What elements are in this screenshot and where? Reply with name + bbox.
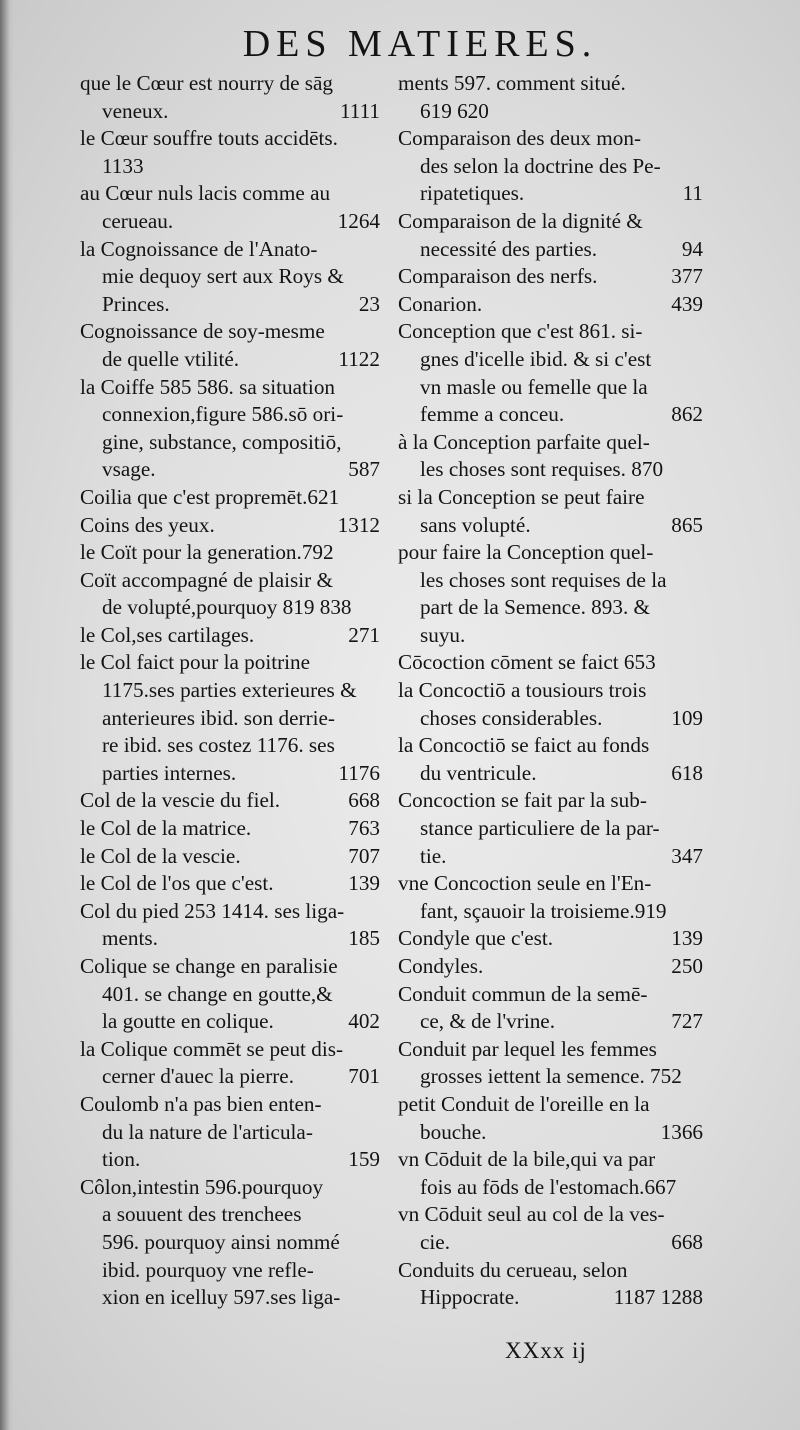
entry-line bbox=[80, 318, 380, 346]
entry-line bbox=[80, 870, 380, 898]
entry-line bbox=[398, 318, 703, 346]
entry-line bbox=[80, 925, 380, 953]
entry-line bbox=[398, 153, 703, 181]
entry-line bbox=[398, 898, 703, 926]
index-entry bbox=[80, 787, 380, 815]
entry-line bbox=[398, 429, 703, 457]
entry-line bbox=[398, 374, 703, 402]
entry-line bbox=[80, 567, 380, 595]
entry-line bbox=[80, 512, 380, 540]
entry-line bbox=[80, 981, 380, 1009]
page-reference: 1312 bbox=[337, 512, 380, 537]
entry-text: ripatetiques. bbox=[420, 181, 525, 206]
entry-line bbox=[398, 622, 703, 650]
entry-text: Hippocrate. bbox=[420, 1285, 520, 1310]
entry-line bbox=[80, 1174, 380, 1202]
entry-text: 1175.ses parties exterieures & bbox=[102, 678, 357, 703]
entry-text: cerueau. bbox=[102, 208, 174, 233]
entry-line bbox=[80, 1036, 380, 1064]
index-entry bbox=[398, 263, 703, 291]
page-reference: 1187 1288 bbox=[613, 1285, 703, 1310]
entry-line bbox=[398, 1063, 703, 1091]
index-entry bbox=[80, 843, 380, 871]
index-entry bbox=[398, 953, 703, 981]
entry-line bbox=[80, 1119, 380, 1147]
entry-line bbox=[80, 291, 380, 319]
entry-line bbox=[80, 539, 380, 567]
entry-line bbox=[80, 1091, 380, 1119]
page-reference: 727 bbox=[671, 1009, 703, 1034]
entry-text: vn Cōduit seul au col de la ves- bbox=[398, 1202, 665, 1227]
index-entry bbox=[80, 1091, 380, 1174]
index-entry bbox=[80, 567, 380, 622]
index-entry bbox=[398, 1146, 703, 1201]
index-entry bbox=[398, 1036, 703, 1091]
index-entry bbox=[80, 484, 380, 512]
entry-text: a souuent des trenchees bbox=[102, 1202, 302, 1227]
entry-line bbox=[398, 567, 703, 595]
entry-line bbox=[80, 484, 380, 512]
index-entry bbox=[398, 1257, 703, 1312]
entry-text: au Cœur nuls lacis comme au bbox=[80, 181, 331, 206]
signature-mark: XXxx ij bbox=[505, 1338, 587, 1363]
entry-text: Cognoissance de soy-mesme bbox=[80, 319, 325, 344]
entry-line bbox=[398, 1229, 703, 1257]
entry-text: le Col de la matrice. bbox=[80, 816, 252, 841]
entry-text: Col de la vescie du fiel. bbox=[80, 788, 281, 813]
entry-line bbox=[398, 291, 703, 319]
entry-text: fois au fōds de l'estomach.667 bbox=[420, 1174, 677, 1199]
index-entry bbox=[398, 732, 703, 787]
entry-line bbox=[80, 677, 380, 705]
entry-line bbox=[80, 1284, 380, 1312]
page-reference: 94 bbox=[681, 236, 703, 261]
entry-text: Conarion. bbox=[398, 291, 483, 316]
entry-line bbox=[398, 677, 703, 705]
page-reference: 587 bbox=[348, 457, 380, 482]
page-reference: 1111 bbox=[339, 98, 380, 123]
page-reference: 1264 bbox=[337, 208, 380, 233]
index-entry bbox=[80, 1174, 380, 1312]
entry-text: à la Conception parfaite quel- bbox=[398, 429, 650, 454]
entry-line bbox=[398, 1284, 703, 1312]
entry-line bbox=[80, 1257, 380, 1285]
entry-text: connexion,figure 586.sō ori- bbox=[102, 402, 344, 427]
index-entry bbox=[398, 981, 703, 1036]
entry-line bbox=[80, 236, 380, 264]
entry-line bbox=[398, 594, 703, 622]
entry-text: vsage. bbox=[102, 457, 156, 482]
entry-line bbox=[398, 705, 703, 733]
entry-text: la Coiffe 585 586. sa situation bbox=[80, 374, 336, 399]
entry-line bbox=[398, 70, 703, 98]
entry-line bbox=[80, 98, 380, 126]
entry-line bbox=[398, 98, 703, 126]
entry-line bbox=[80, 208, 380, 236]
entry-line bbox=[80, 815, 380, 843]
entry-text: cie. bbox=[420, 1229, 450, 1254]
entry-line bbox=[398, 263, 703, 291]
entry-line bbox=[398, 1008, 703, 1036]
entry-line bbox=[80, 1229, 380, 1257]
index-entry bbox=[398, 539, 703, 649]
page-reference: 701 bbox=[348, 1064, 380, 1089]
entry-line bbox=[398, 1201, 703, 1229]
entry-line bbox=[398, 760, 703, 788]
entry-text: Conduit par lequel les femmes bbox=[398, 1036, 657, 1061]
entry-text: vne Concoction seule en l'En- bbox=[398, 871, 652, 896]
entry-text: ments 597. comment situé. bbox=[398, 71, 626, 95]
page-reference: 185 bbox=[348, 926, 380, 951]
entry-text: petit Conduit de l'oreille en la bbox=[398, 1091, 650, 1116]
page-reference: 763 bbox=[348, 816, 380, 841]
entry-line bbox=[398, 1119, 703, 1147]
entry-text: fant, sçauoir la troisieme.919 bbox=[420, 898, 667, 923]
page-reference: 23 bbox=[358, 291, 380, 316]
index-entry bbox=[398, 484, 703, 539]
entry-text: choses considerables. bbox=[420, 705, 603, 730]
entry-text: le Coït pour la generation.792 bbox=[80, 540, 334, 565]
page-reference: 139 bbox=[348, 871, 380, 896]
entry-text: les choses sont requises. 870 bbox=[420, 457, 664, 482]
entry-text: Coulomb n'a pas bien enten- bbox=[80, 1091, 322, 1116]
entry-text: Comparaison de la dignité & bbox=[398, 208, 643, 233]
page-reference: 11 bbox=[682, 181, 703, 206]
entry-line bbox=[80, 374, 380, 402]
entry-text: Coilia que c'est propremēt.621 bbox=[80, 484, 340, 509]
entry-line bbox=[398, 843, 703, 871]
entry-text: les choses sont requises de la bbox=[420, 567, 667, 592]
entry-line bbox=[80, 125, 380, 153]
page-reference: 618 bbox=[671, 760, 703, 785]
entry-text: que le Cœur est nourry de sāg bbox=[80, 71, 334, 95]
page-gutter-shadow bbox=[0, 0, 14, 1430]
entry-line bbox=[80, 456, 380, 484]
entry-line bbox=[398, 787, 703, 815]
entry-text: ibid. pourquoy vne refle- bbox=[102, 1257, 314, 1282]
entry-line bbox=[80, 1201, 380, 1229]
entry-line bbox=[398, 1036, 703, 1064]
entry-text: mie dequoy sert aux Roys & bbox=[102, 264, 344, 289]
index-column-left bbox=[80, 70, 380, 1312]
page-reference: 271 bbox=[348, 622, 380, 647]
entry-line bbox=[398, 1146, 703, 1174]
index-entry bbox=[398, 1201, 703, 1256]
entry-line bbox=[80, 953, 380, 981]
entry-text: Côlon,intestin 596.pourquoy bbox=[80, 1174, 324, 1199]
entry-text: tie. bbox=[420, 843, 447, 868]
entry-text: Cōcoction cōment se faict 653 bbox=[398, 650, 656, 675]
entry-text: de volupté,pourquoy 819 838 bbox=[102, 595, 352, 620]
entry-text: vn masle ou femelle que la bbox=[420, 374, 648, 399]
entry-text: 401. se change en goutte,& bbox=[102, 981, 333, 1006]
entry-text: si la Conception se peut faire bbox=[398, 484, 645, 509]
entry-line bbox=[398, 870, 703, 898]
entry-line bbox=[398, 953, 703, 981]
index-entry bbox=[398, 318, 703, 428]
entry-line bbox=[80, 1008, 380, 1036]
entry-line bbox=[398, 125, 703, 153]
entry-line bbox=[398, 649, 703, 677]
entry-text: Princes. bbox=[102, 291, 170, 316]
index-entry bbox=[398, 649, 703, 677]
entry-text: pour faire la Conception quel- bbox=[398, 540, 654, 565]
entry-text: veneux. bbox=[102, 98, 169, 123]
entry-text: suyu. bbox=[420, 622, 466, 647]
page-reference: 250 bbox=[671, 954, 703, 978]
index-entry bbox=[80, 622, 380, 650]
index-entry bbox=[80, 649, 380, 787]
entry-line bbox=[398, 1091, 703, 1119]
entry-line bbox=[80, 622, 380, 650]
entry-text: Comparaison des nerfs. bbox=[398, 264, 598, 289]
entry-line bbox=[80, 594, 380, 622]
page-reference: 862 bbox=[671, 402, 703, 427]
entry-text: tion. bbox=[102, 1147, 141, 1172]
entry-line bbox=[80, 787, 380, 815]
entry-text: Condyles. bbox=[398, 954, 484, 978]
entry-text: Coins des yeux. bbox=[80, 512, 215, 537]
entry-text: bouche. bbox=[420, 1119, 487, 1144]
entry-text: le Col,ses cartilages. bbox=[80, 622, 255, 647]
index-entry bbox=[398, 677, 703, 732]
entry-line bbox=[80, 263, 380, 291]
entry-text: xion en icelluy 597.ses liga- bbox=[102, 1285, 341, 1310]
entry-line bbox=[80, 649, 380, 677]
index-entry bbox=[80, 539, 380, 567]
entry-line bbox=[80, 1146, 380, 1174]
entry-text: sans volupté. bbox=[420, 512, 531, 537]
entry-text: 619 620 bbox=[420, 98, 489, 123]
entry-text: Col du pied 253 1414. ses liga- bbox=[80, 898, 345, 923]
index-entry bbox=[80, 512, 380, 540]
entry-line bbox=[398, 732, 703, 760]
entry-text: part de la Semence. 893. & bbox=[420, 595, 651, 620]
entry-text: grosses iettent la semence. 752 bbox=[420, 1064, 682, 1089]
page-reference: 1366 bbox=[660, 1119, 703, 1144]
entry-line bbox=[398, 981, 703, 1009]
entry-text: des selon la doctrine des Pe- bbox=[420, 153, 661, 178]
entry-text: stance particuliere de la par- bbox=[420, 816, 660, 841]
index-entry bbox=[398, 870, 703, 925]
entry-text: Colique se change en paralisie bbox=[80, 954, 338, 978]
page-reference: 139 bbox=[671, 926, 703, 951]
page-reference: 109 bbox=[671, 705, 703, 730]
entry-text: Conception que c'est 861. si- bbox=[398, 319, 643, 344]
page-reference: 668 bbox=[671, 1229, 703, 1254]
entry-line bbox=[80, 732, 380, 760]
index-entry bbox=[398, 925, 703, 953]
entry-text: anterieures ibid. son derrie- bbox=[102, 705, 335, 730]
entry-text: Conduits du cerueau, selon bbox=[398, 1257, 628, 1282]
entry-line bbox=[398, 180, 703, 208]
entry-line bbox=[80, 401, 380, 429]
entry-text: cerner d'auec la pierre. bbox=[102, 1064, 295, 1089]
page-reference: 668 bbox=[348, 788, 380, 813]
entry-line bbox=[398, 456, 703, 484]
entry-line bbox=[80, 180, 380, 208]
entry-text: la Colique commēt se peut dis- bbox=[80, 1036, 344, 1061]
index-entry bbox=[398, 125, 703, 208]
entry-text: la Cognoissance de l'Anato- bbox=[80, 236, 318, 261]
running-header: DES MATIERES. bbox=[242, 23, 598, 65]
entry-text: du ventricule. bbox=[420, 760, 537, 785]
index-entry bbox=[398, 1091, 703, 1146]
entry-text: de quelle vtilité. bbox=[102, 346, 240, 371]
entry-line bbox=[80, 70, 380, 98]
entry-text: ce, & de l'vrine. bbox=[420, 1009, 556, 1034]
entry-line bbox=[398, 512, 703, 540]
entry-text: gnes d'icelle ibid. & si c'est bbox=[420, 346, 652, 371]
entry-line bbox=[398, 1257, 703, 1285]
entry-text: la Concoctiō se faict au fonds bbox=[398, 733, 650, 758]
entry-line bbox=[80, 429, 380, 457]
entry-text: Conduit commun de la semē- bbox=[398, 981, 648, 1006]
entry-line bbox=[398, 401, 703, 429]
entry-text: femme a conceu. bbox=[420, 402, 565, 427]
entry-text: le Col de la vescie. bbox=[80, 843, 241, 868]
index-entry bbox=[398, 291, 703, 319]
entry-line bbox=[398, 484, 703, 512]
page-reference: 347 bbox=[671, 843, 703, 868]
entry-line bbox=[398, 208, 703, 236]
entry-text: gine, substance, compositiō, bbox=[102, 429, 342, 454]
index-entry bbox=[80, 953, 380, 1036]
entry-text: le Col de l'os que c'est. bbox=[80, 871, 274, 896]
entry-line bbox=[398, 539, 703, 567]
entry-text: Comparaison des deux mon- bbox=[398, 126, 642, 151]
page-reference: 402 bbox=[348, 1009, 380, 1034]
entry-text: du la nature de l'articula- bbox=[102, 1119, 313, 1144]
index-entry bbox=[80, 180, 380, 235]
index-entry bbox=[398, 208, 703, 263]
entry-text: 1133 bbox=[102, 153, 144, 178]
index-entry bbox=[80, 898, 380, 953]
page-reference: 1176 bbox=[338, 760, 380, 785]
entry-text: Coït accompagné de plaisir & bbox=[80, 567, 333, 592]
page-reference: 159 bbox=[348, 1147, 380, 1172]
page-reference: 377 bbox=[671, 264, 703, 289]
entry-line bbox=[398, 346, 703, 374]
entry-text: ments. bbox=[102, 926, 158, 951]
entry-line bbox=[398, 925, 703, 953]
entry-text: vn Cōduit de la bile,qui va par bbox=[398, 1147, 656, 1172]
entry-line bbox=[80, 898, 380, 926]
entry-line bbox=[398, 1174, 703, 1202]
entry-line bbox=[80, 705, 380, 733]
entry-text: la Concoctiō a tousiours trois bbox=[398, 678, 647, 703]
index-entry bbox=[398, 787, 703, 870]
index-entry bbox=[80, 125, 380, 180]
entry-text: 596. pourquoy ainsi nommé bbox=[102, 1229, 340, 1254]
page-reference: 865 bbox=[671, 512, 703, 537]
index-entry bbox=[80, 374, 380, 484]
index-entry bbox=[80, 318, 380, 373]
index-entry bbox=[398, 429, 703, 484]
entry-line bbox=[398, 236, 703, 264]
entry-line bbox=[398, 815, 703, 843]
index-entry bbox=[80, 236, 380, 319]
index-entry bbox=[80, 870, 380, 898]
entry-line bbox=[80, 760, 380, 788]
page-reference: 707 bbox=[348, 843, 380, 868]
entry-text: la goutte en colique. bbox=[102, 1009, 274, 1034]
entry-line bbox=[80, 1063, 380, 1091]
index-entry bbox=[80, 815, 380, 843]
entry-text: necessité des parties. bbox=[420, 236, 598, 261]
entry-text: Concoction se fait par la sub- bbox=[398, 788, 647, 813]
entry-line bbox=[80, 346, 380, 374]
entry-line bbox=[80, 843, 380, 871]
entry-text: le Col faict pour la poitrine bbox=[80, 650, 311, 675]
index-column-right bbox=[398, 70, 703, 1312]
entry-text: parties internes. bbox=[102, 760, 237, 785]
index-entry bbox=[80, 1036, 380, 1091]
entry-text: le Cœur souffre touts accidēts. bbox=[80, 126, 338, 151]
entry-line bbox=[80, 153, 380, 181]
entry-text: re ibid. ses costez 1176. ses bbox=[102, 733, 335, 758]
index-entry bbox=[80, 70, 380, 125]
index-entry bbox=[398, 70, 703, 125]
page-reference: 1122 bbox=[338, 346, 380, 371]
entry-text: Condyle que c'est. bbox=[398, 926, 554, 951]
page-reference: 439 bbox=[671, 291, 703, 316]
